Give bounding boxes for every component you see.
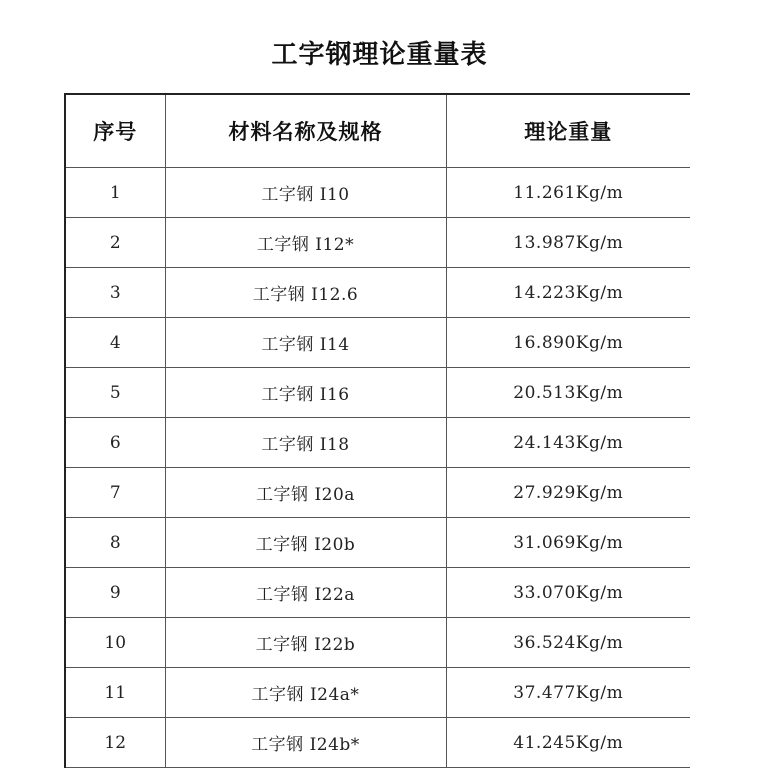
row-index: 9 (65, 568, 165, 618)
row-index: 10 (65, 618, 165, 668)
table-row (65, 168, 690, 218)
table-row (65, 318, 690, 368)
row-weight: 16.890Kg/m (446, 318, 690, 368)
row-index: 7 (65, 468, 165, 518)
row-material: 工字钢 I12.6 (165, 268, 446, 318)
document-title: 工字钢理论重量表 (271, 40, 488, 70)
row-weight: 24.143Kg/m (446, 418, 690, 468)
row-material: 工字钢 I24a* (165, 668, 446, 718)
table-row (65, 368, 690, 418)
row-index: 5 (65, 368, 165, 418)
table-row (65, 218, 690, 268)
row-material: 工字钢 I20a (165, 468, 446, 518)
row-material: 工字钢 I22b (165, 618, 446, 668)
row-material: 工字钢 I18 (165, 418, 446, 468)
table-row (65, 668, 690, 718)
row-material: 工字钢 I10 (165, 168, 446, 218)
row-weight: 37.477Kg/m (446, 668, 690, 718)
row-index: 4 (65, 318, 165, 368)
table-body (65, 168, 690, 768)
table-row (65, 418, 690, 468)
row-material: 工字钢 I22a (165, 568, 446, 618)
row-weight: 13.987Kg/m (446, 218, 690, 268)
table-row (65, 718, 690, 768)
weight-table-container (64, 93, 690, 783)
row-weight: 36.524Kg/m (446, 618, 690, 668)
row-index: 6 (65, 418, 165, 468)
row-material: 工字钢 I14 (165, 318, 446, 368)
row-material: 工字钢 I16 (165, 368, 446, 418)
header-index: 序号 (65, 94, 165, 168)
row-index: 2 (65, 218, 165, 268)
table-row (65, 468, 690, 518)
header-weight: 理论重量 (446, 94, 690, 168)
header-material: 材料名称及规格 (165, 94, 446, 168)
header-row (65, 94, 690, 168)
table-row (65, 618, 690, 668)
table-header (65, 94, 690, 168)
row-index: 1 (65, 168, 165, 218)
row-material: 工字钢 I12* (165, 218, 446, 268)
row-index: 12 (65, 718, 165, 768)
row-material: 工字钢 I20b (165, 518, 446, 568)
row-index: 3 (65, 268, 165, 318)
row-index: 11 (65, 668, 165, 718)
row-weight: 11.261Kg/m (446, 168, 690, 218)
row-weight: 27.929Kg/m (446, 468, 690, 518)
table-row (65, 568, 690, 618)
row-weight: 14.223Kg/m (446, 268, 690, 318)
weight-table (64, 93, 690, 768)
row-weight: 33.070Kg/m (446, 568, 690, 618)
row-index: 8 (65, 518, 165, 568)
row-weight: 41.245Kg/m (446, 718, 690, 768)
row-weight: 20.513Kg/m (446, 368, 690, 418)
table-row (65, 518, 690, 568)
table-row (65, 268, 690, 318)
row-material: 工字钢 I24b* (165, 718, 446, 768)
row-weight: 31.069Kg/m (446, 518, 690, 568)
